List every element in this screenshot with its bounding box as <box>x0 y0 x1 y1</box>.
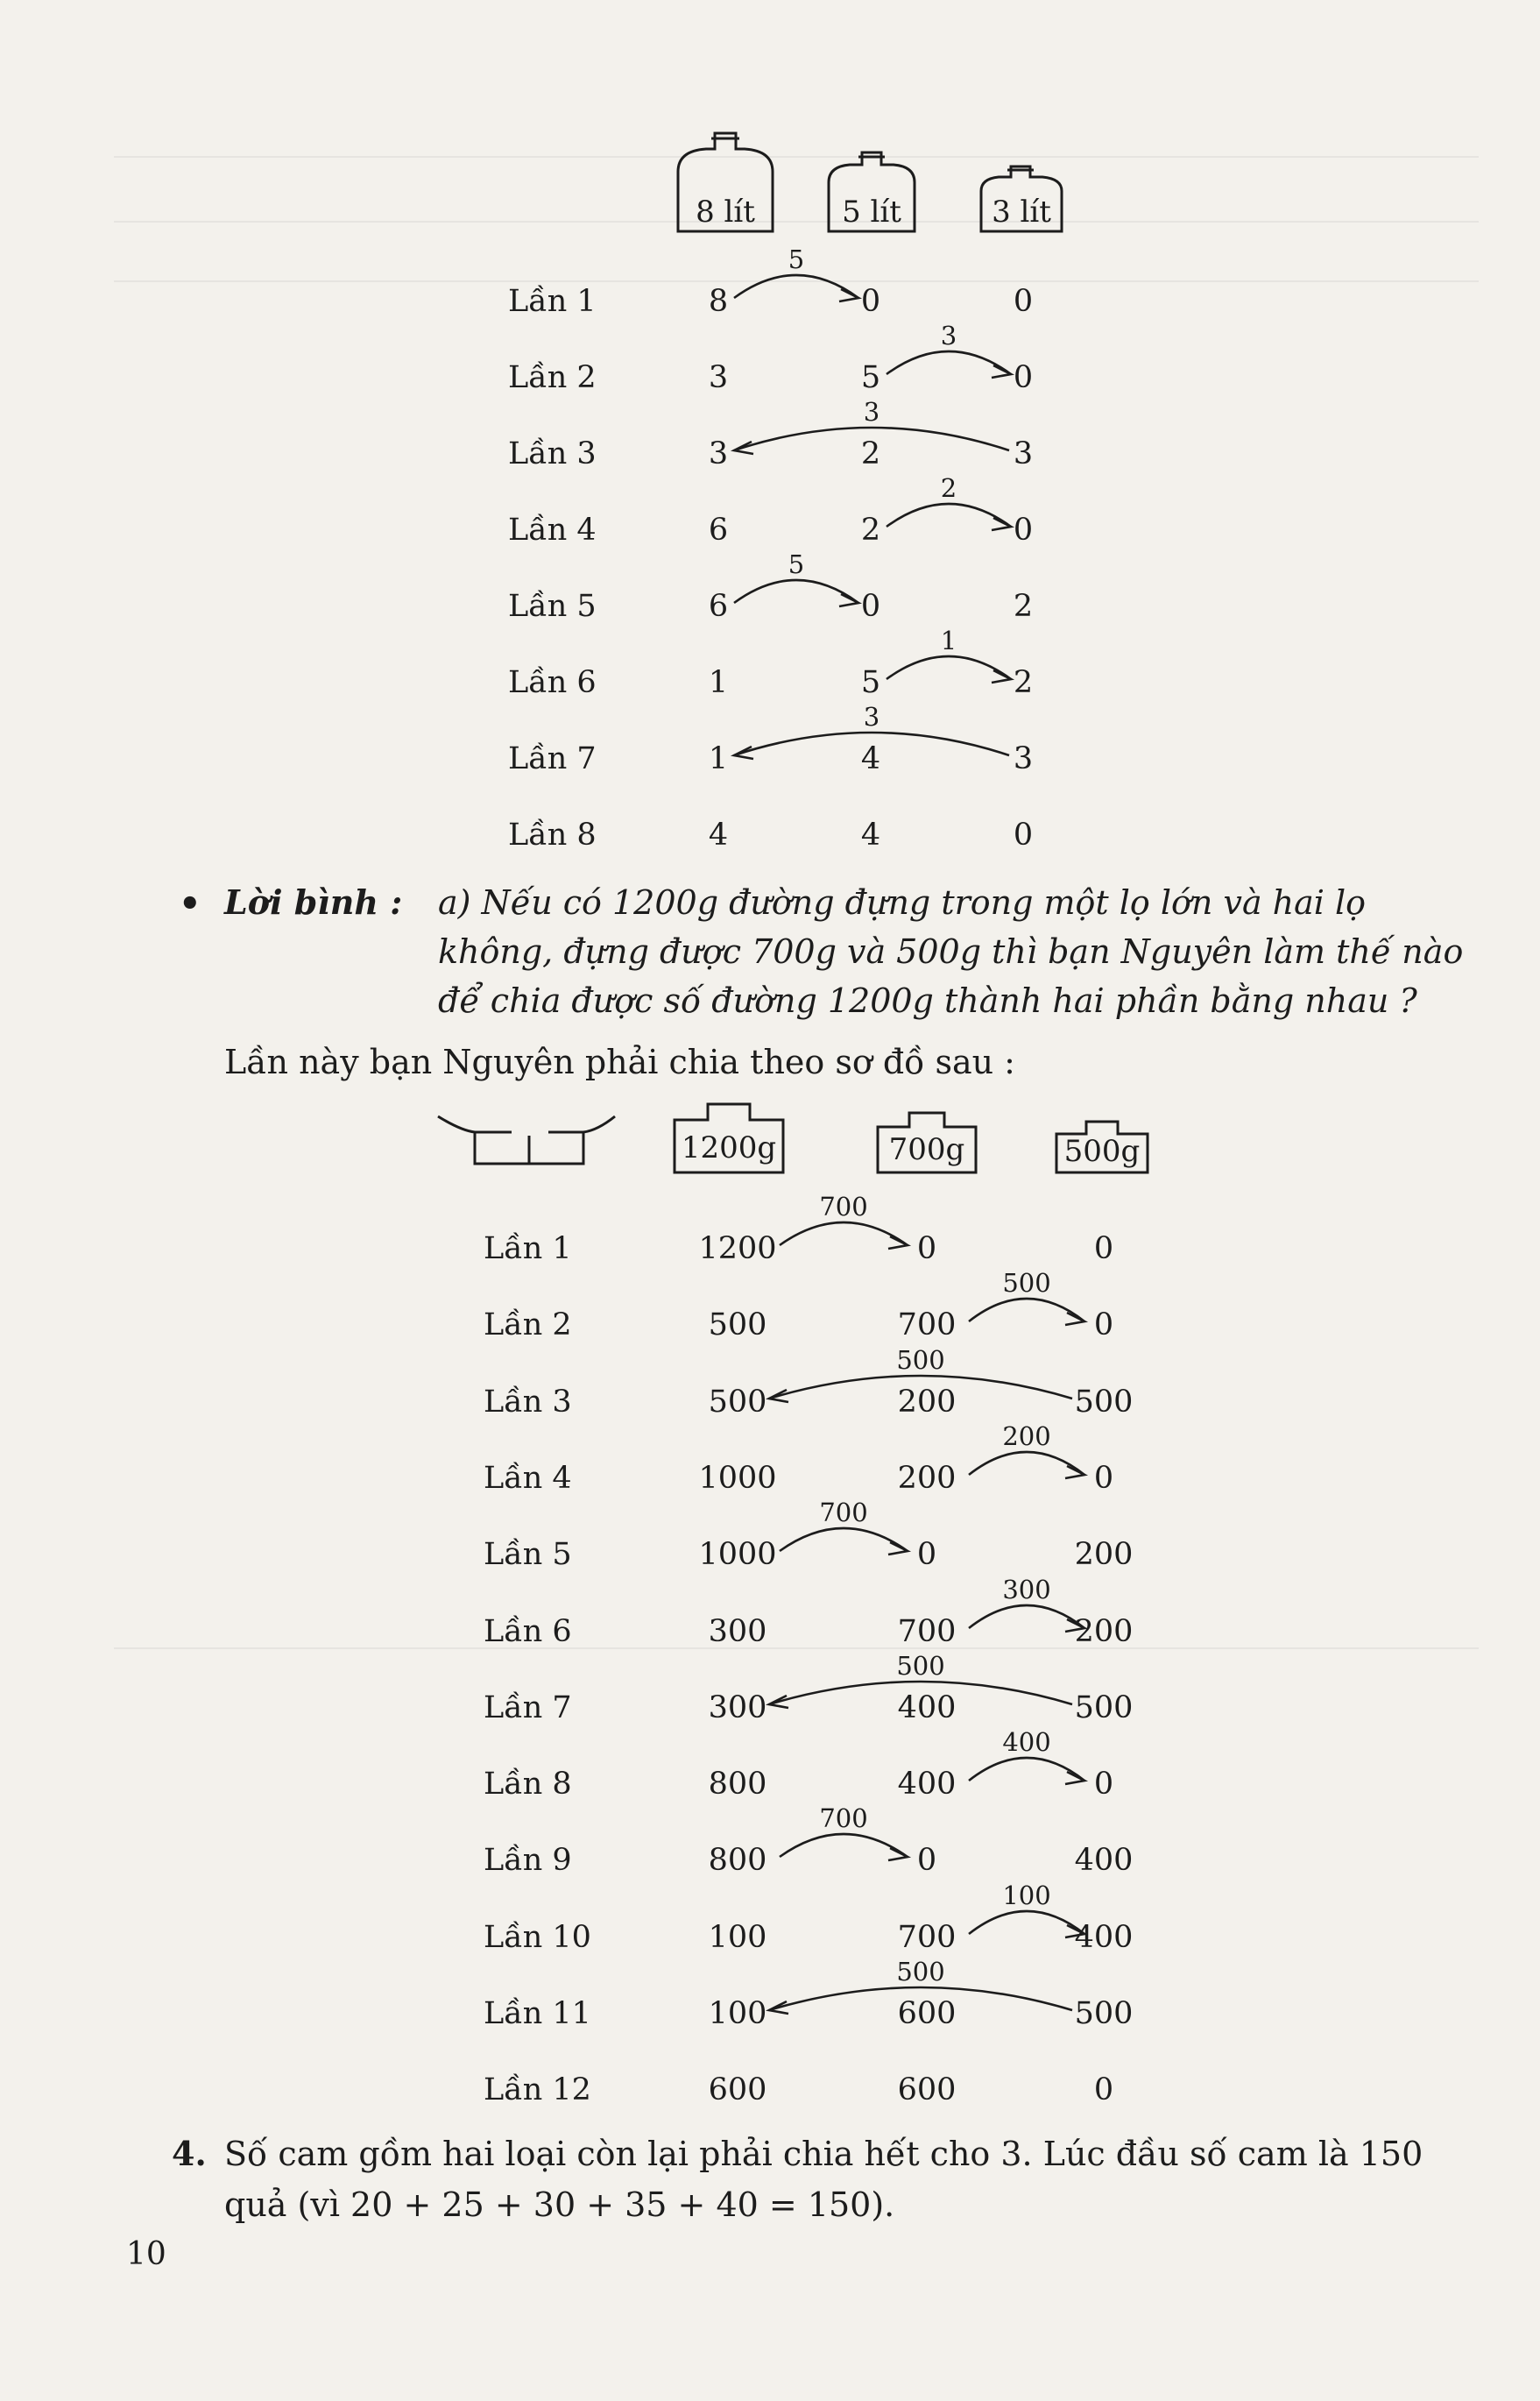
jar-700g-icon <box>876 1109 978 1174</box>
row-label: Lần 6 <box>484 1613 572 1649</box>
show-through-line <box>114 221 1479 223</box>
transfer-amount: 200 <box>1002 1420 1051 1451</box>
transfer-amount: 1 <box>940 626 957 655</box>
row-label: Lần 9 <box>484 1843 572 1879</box>
page-number: 10 <box>126 2236 166 2272</box>
container-value: 8 <box>708 284 729 319</box>
bottle-label: 5 lít <box>842 195 901 230</box>
transfer-amount: 5 <box>788 244 805 274</box>
transfer-arrow <box>878 499 1020 535</box>
container-value: 4 <box>708 818 729 853</box>
problem-4-line-1: Số cam gồm hai loại còn lại phải chia hết cho 3. Lúc đầu số cam là 150 <box>224 2135 1423 2173</box>
row-label: Lần 2 <box>508 360 597 395</box>
transfer-arrow <box>960 1293 1093 1330</box>
container-value: 0 <box>1093 1231 1114 1266</box>
container-value: 6 <box>708 513 729 548</box>
transfer-arrow <box>771 1523 916 1560</box>
bullet: • <box>179 883 201 924</box>
container-value: 1 <box>708 741 729 776</box>
transfer-amount: 500 <box>896 1650 945 1681</box>
container-value: 100 <box>708 1996 767 2031</box>
bottle-5-litre-icon <box>827 149 916 233</box>
transfer-arrow <box>725 270 867 307</box>
container-value: 400 <box>1074 1919 1134 1955</box>
container-value: 300 <box>708 1613 767 1649</box>
container-value: 2 <box>1013 665 1034 700</box>
comment-question-line1 <box>438 878 1465 1025</box>
container-value: 3 <box>708 436 729 471</box>
row-label: Lần 3 <box>484 1384 572 1420</box>
container-value: 0 <box>1013 360 1034 395</box>
row-label: Lần 3 <box>508 436 597 471</box>
transfer-amount: 700 <box>819 1803 868 1834</box>
container-value: 600 <box>708 2072 767 2108</box>
container-value: 4 <box>860 818 881 853</box>
container-value: 0 <box>1013 513 1034 548</box>
container-value: 700 <box>897 1919 957 1955</box>
transfer-arrow <box>960 1753 1093 1789</box>
container-value: 1 <box>708 665 729 700</box>
problem-4-line-2: quả (vì 20 + 25 + 30 + 35 + 40 = 150). <box>224 2185 895 2224</box>
container-value: 5 <box>860 360 881 395</box>
show-through-line <box>114 156 1479 158</box>
container-value: 700 <box>897 1307 957 1343</box>
jar-label: 1200g <box>681 1130 777 1165</box>
transfer-amount: 500 <box>896 1957 945 1987</box>
container-value: 0 <box>916 1231 937 1266</box>
container-value: 2 <box>860 436 881 471</box>
transfer-arrow <box>878 651 1020 688</box>
jar-label: 700g <box>888 1132 965 1167</box>
container-value: 3 <box>1013 741 1034 776</box>
transfer-amount: 3 <box>863 397 880 427</box>
bottle-label: 8 lít <box>696 195 755 230</box>
container-value: 300 <box>708 1689 767 1725</box>
transfer-amount: 700 <box>819 1498 868 1528</box>
row-label: Lần 7 <box>508 741 597 776</box>
transfer-amount: 400 <box>1002 1727 1051 1758</box>
problem-number: 4. <box>172 2134 207 2173</box>
container-value: 1000 <box>698 1537 777 1573</box>
container-value: 500 <box>708 1307 767 1343</box>
bottle-label: 3 lít <box>992 195 1051 230</box>
transfer-arrow <box>725 422 1018 459</box>
scale-pan-icon <box>434 1113 618 1167</box>
container-value: 0 <box>1093 1767 1114 1803</box>
transfer-amount: 3 <box>940 321 957 351</box>
transfer-amount: 700 <box>819 1192 868 1222</box>
transfer-arrow <box>760 1982 1081 2019</box>
jar-label: 500g <box>1063 1134 1141 1169</box>
container-value: 0 <box>1013 818 1034 853</box>
container-value: 700 <box>897 1613 957 1649</box>
container-value: 600 <box>897 1996 957 2031</box>
container-value: 400 <box>897 1767 957 1803</box>
transfer-amount: 500 <box>1002 1268 1051 1299</box>
jar-1200g-icon <box>673 1101 785 1174</box>
container-value: 400 <box>897 1689 957 1725</box>
row-label: Lần 7 <box>484 1689 572 1725</box>
container-value: 6 <box>708 589 729 624</box>
diagram-intro: Lần này bạn Nguyên phải chia theo sơ đồ sau : <box>224 1043 1015 1081</box>
transfer-arrow <box>960 1600 1093 1637</box>
transfer-arrow <box>771 1829 916 1866</box>
container-value: 0 <box>860 284 881 319</box>
container-value: 0 <box>1013 284 1034 319</box>
row-label: Lần 11 <box>484 1996 591 2031</box>
container-value: 0 <box>860 589 881 624</box>
container-value: 1000 <box>698 1460 777 1496</box>
transfer-arrow <box>960 1447 1093 1484</box>
row-label: Lần 8 <box>508 818 597 853</box>
container-value: 200 <box>1074 1537 1134 1573</box>
row-label: Lần 12 <box>484 2072 591 2108</box>
container-value: 600 <box>897 2072 957 2108</box>
container-value: 400 <box>1074 1843 1134 1879</box>
bottle-8-litre-icon <box>676 130 774 233</box>
transfer-arrow <box>760 1676 1081 1713</box>
row-label: Lần 6 <box>508 665 597 700</box>
container-value: 500 <box>1074 1996 1134 2031</box>
container-value: 5 <box>860 665 881 700</box>
transfer-amount: 2 <box>940 473 957 503</box>
container-value: 200 <box>1074 1613 1134 1649</box>
row-label: Lần 4 <box>484 1460 572 1496</box>
transfer-amount: 300 <box>1002 1574 1051 1604</box>
container-value: 800 <box>708 1843 767 1879</box>
container-value: 100 <box>708 1919 767 1955</box>
container-value: 500 <box>1074 1689 1134 1725</box>
container-value: 3 <box>708 360 729 395</box>
container-value: 2 <box>860 513 881 548</box>
comment-question: a) Nếu có 1200g đường đựng trong một lọ lớn và hai lọ không, đựng được 700g và 500g thì bạn Nguyên làm thế nào để chia được số đường 1200g thành hai phần bằng nhau ? <box>438 883 1464 1020</box>
transfer-arrow <box>960 1906 1093 1943</box>
transfer-arrow <box>771 1217 916 1254</box>
jar-500g-icon <box>1055 1118 1149 1174</box>
transfer-amount: 3 <box>863 702 880 732</box>
container-value: 500 <box>1074 1384 1134 1420</box>
container-value: 0 <box>1093 1460 1114 1496</box>
container-value: 1200 <box>698 1231 777 1266</box>
row-label: Lần 10 <box>484 1919 591 1955</box>
row-label: Lần 5 <box>508 589 597 624</box>
transfer-amount: 100 <box>1002 1880 1051 1910</box>
transfer-arrow <box>760 1370 1081 1407</box>
container-value: 200 <box>897 1384 957 1420</box>
container-value: 3 <box>1013 436 1034 471</box>
row-label: Lần 5 <box>484 1537 572 1573</box>
transfer-arrow <box>725 575 867 612</box>
container-value: 200 <box>897 1460 957 1496</box>
row-label: Lần 8 <box>484 1767 572 1803</box>
comment-heading: Lời bình : <box>224 882 403 922</box>
transfer-arrow <box>725 727 1018 764</box>
transfer-amount: 5 <box>788 549 805 579</box>
bottle-3-litre-icon <box>979 163 1063 233</box>
row-label: Lần 1 <box>508 284 597 319</box>
row-label: Lần 2 <box>484 1307 572 1343</box>
container-value: 0 <box>916 1537 937 1573</box>
container-value: 500 <box>708 1384 767 1420</box>
transfer-amount: 500 <box>896 1344 945 1375</box>
row-label: Lần 1 <box>484 1231 572 1266</box>
container-value: 800 <box>708 1767 767 1803</box>
container-value: 0 <box>916 1843 937 1879</box>
transfer-arrow <box>878 346 1020 383</box>
container-value: 0 <box>1093 2072 1114 2108</box>
row-label: Lần 4 <box>508 513 597 548</box>
container-value: 0 <box>1093 1307 1114 1343</box>
container-value: 4 <box>860 741 881 776</box>
container-value: 2 <box>1013 589 1034 624</box>
